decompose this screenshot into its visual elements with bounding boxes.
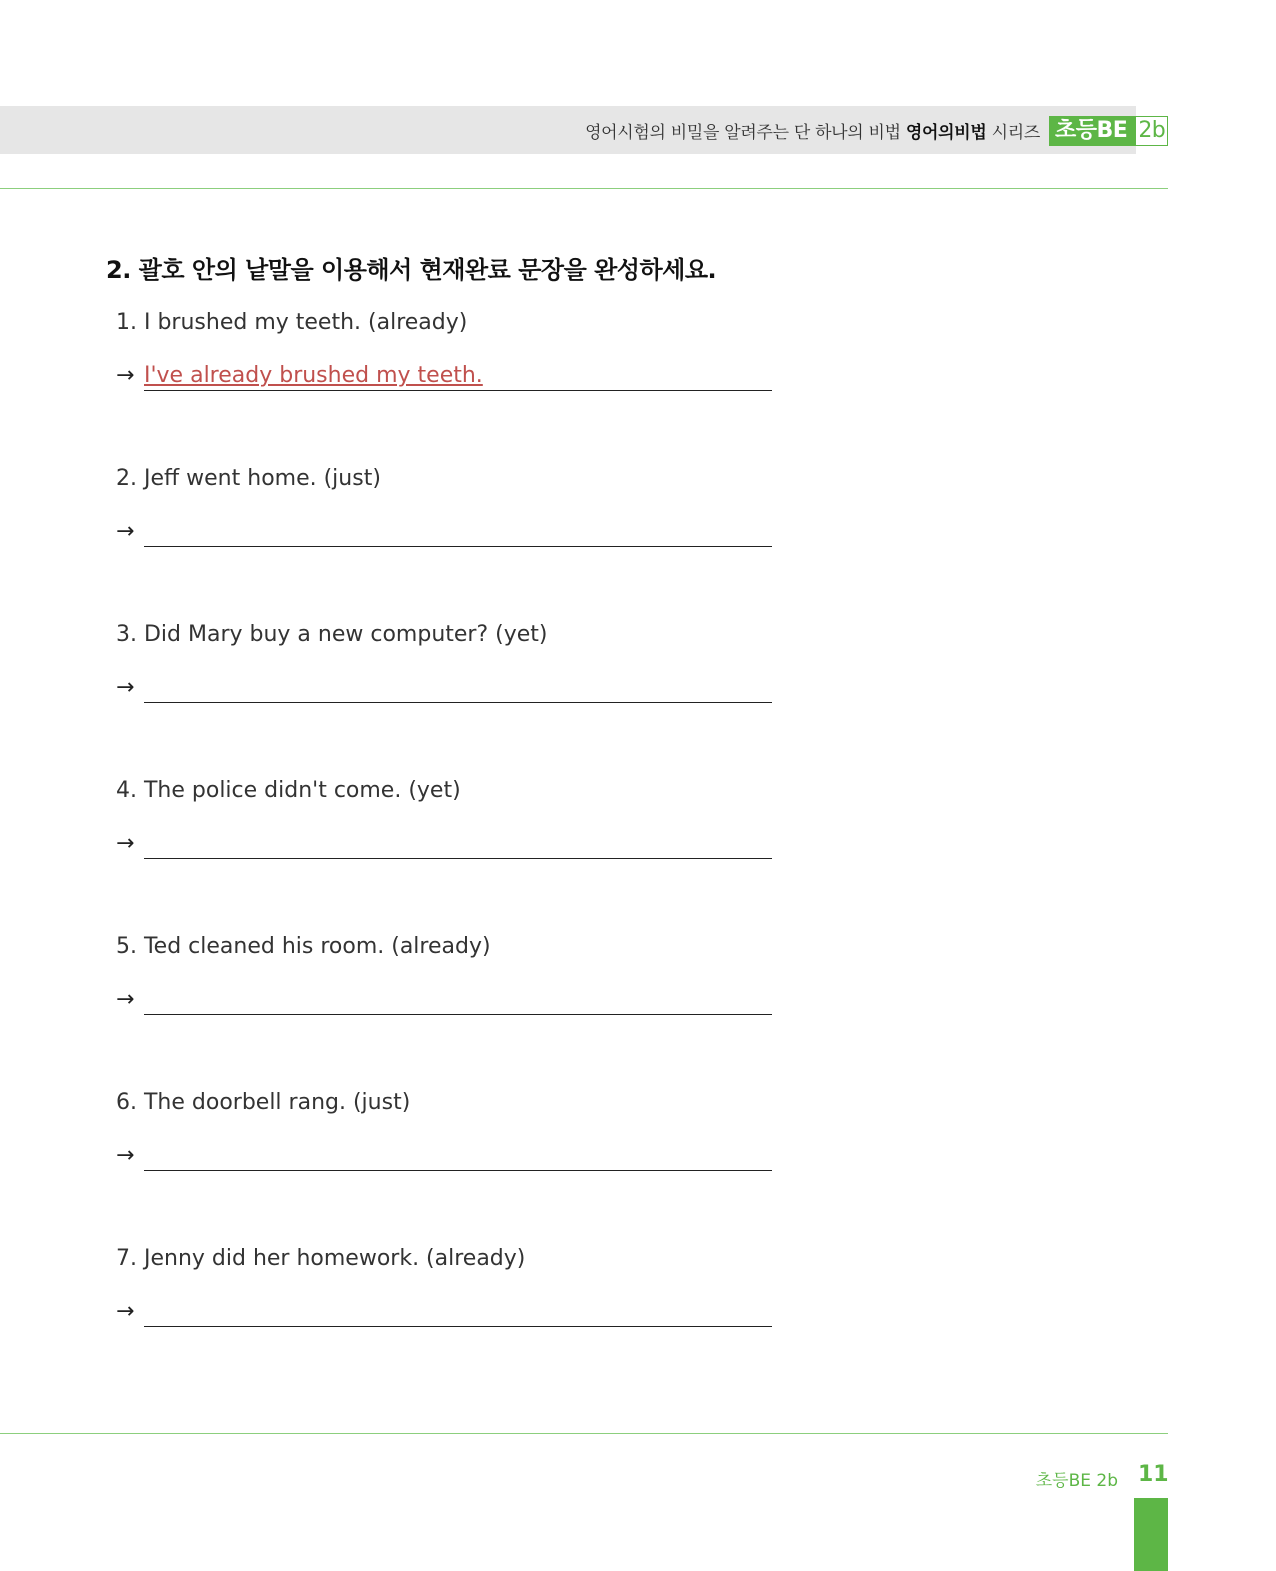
- arrow-icon: →: [116, 987, 135, 1012]
- arrow-icon: →: [116, 1143, 135, 1168]
- arrow-icon: →: [116, 675, 135, 700]
- question-text: 7. Jenny did her homework. (already): [116, 1246, 526, 1271]
- series-tagline: [585, 118, 1040, 143]
- answer-row: [116, 985, 776, 1015]
- footer-label: 초등BE 2b: [1035, 1471, 1118, 1491]
- question-text: 4. The police didn't come. (yet): [116, 778, 461, 803]
- exercise-item-3: [116, 621, 776, 703]
- tagline-bold: 영어의비법: [905, 123, 987, 143]
- question-text: 1. I brushed my teeth. (already): [116, 310, 468, 335]
- answer-field[interactable]: I've already brushed my teeth.: [144, 361, 772, 391]
- tagline-suffix: 시리즈: [986, 123, 1040, 143]
- page-number: 11: [1138, 1462, 1169, 1487]
- exercise-item-5: [116, 933, 776, 1015]
- answer-row: [116, 673, 776, 703]
- brand-level: 2b: [1135, 116, 1168, 146]
- arrow-icon: →: [116, 519, 135, 544]
- question-text: 3. Did Mary buy a new computer? (yet): [116, 622, 548, 647]
- answer-field[interactable]: [144, 1297, 772, 1327]
- answer-row: [116, 1141, 776, 1171]
- section-title: 2. 괄호 안의 낱말을 이용해서 현재완료 문장을 완성하세요.: [106, 256, 717, 284]
- bottom-divider: [0, 1433, 1168, 1434]
- question-text: 2. Jeff went home. (just): [116, 466, 381, 491]
- exercise-item-7: [116, 1245, 776, 1327]
- answer-field[interactable]: [144, 1141, 772, 1171]
- page-edge-tab: [1134, 1498, 1168, 1571]
- tagline-prefix: 영어시험의 비밀을 알려주는 단 하나의 비법: [585, 123, 906, 143]
- answer-field[interactable]: [144, 985, 772, 1015]
- answer-row: [116, 1297, 776, 1327]
- question-text: 6. The doorbell rang. (just): [116, 1090, 411, 1115]
- question-text: 5. Ted cleaned his room. (already): [116, 934, 491, 959]
- exercise-item-4: [116, 777, 776, 859]
- answer-field[interactable]: [144, 673, 772, 703]
- answer-row: [116, 517, 776, 547]
- arrow-icon: →: [116, 1299, 135, 1324]
- answer-row: [116, 361, 776, 391]
- answer-field[interactable]: [144, 517, 772, 547]
- brand-main: 초등BE: [1049, 116, 1135, 146]
- exercise-item-6: [116, 1089, 776, 1171]
- arrow-icon: →: [116, 363, 135, 388]
- brand-badge: [1049, 116, 1168, 146]
- exercise-item-2: [116, 465, 776, 547]
- arrow-icon: →: [116, 831, 135, 856]
- exercise-item-1: [116, 309, 776, 391]
- top-divider: [0, 188, 1168, 189]
- answer-field[interactable]: [144, 829, 772, 859]
- answer-row: [116, 829, 776, 859]
